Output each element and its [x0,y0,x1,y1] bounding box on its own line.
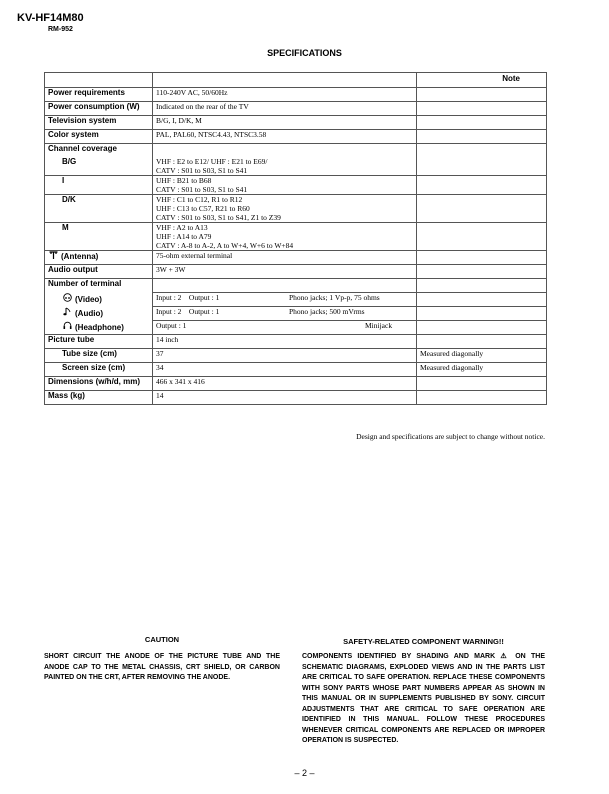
video-icon [62,293,72,304]
spec-value: 466 x 341 x 416 [153,377,417,391]
spec-value: 14 inch [153,335,417,349]
safety-warning-text: COMPONENTS IDENTIFIED BY SHADING AND MARK ⚠ ON THE SCHEMATIC DIAGRAMS, EXPLODED VIEWS AND IN THE PARTS LIST ARE CRITICAL TO SAFE OPERATION. REPLACE THESE COMPONENTS WITH SONY PARTS WHOSE PART NUMBERS APPEAR AS SHOWN IN THIS MANUAL OR IN SUPPLEMENTS PUBLISHED BY SONY. CIRCUIT ADJUSTMENTS THAT ARE CRITICAL TO SAFE OPERATION ARE IDENTIFIED IN THIS MANUAL. FOLLOW THESE PROCEDURES WHENEVER CRITICAL COMPONENTS ARE REPLACED OR IMPROPER OPERATION IS SUSPECTED. [302,653,545,744]
page-number: – 2 – [294,768,315,778]
table-row [45,377,547,391]
caution-text: SHORT CIRCUIT THE ANODE OF THE PICTURE TUBE AND THE ANODE CAP TO THE METAL CHASSIS, CRT SHIELD, OR CARBON PAINTED ON THE CRT, AFTER REMOVING THE ANODE. [44,653,280,681]
table-row [45,279,547,293]
table-row [45,335,547,349]
spec-label [45,307,153,321]
jack-spec: Minijack [365,321,393,330]
output-count: Output : 1 [188,307,220,316]
table-row [45,265,547,279]
spec-label: Dimensions (w/h/d, mm) [45,377,153,391]
spec-value [153,321,417,335]
table-row [45,251,547,265]
spec-value-line: CATV : S01 to S03, S1 to S41 [156,166,248,175]
headphone-icon [62,321,72,332]
spec-value-line: UHF : C13 to C57, R21 to R60 [156,204,250,213]
table-row [45,176,547,195]
audio-icon [62,307,72,318]
spec-label: Color system [45,130,153,144]
spec-value [153,195,417,223]
spec-value: 75-ohm external terminal [153,251,417,265]
spec-value: 37 [153,349,417,363]
table-row [45,88,547,102]
headphone-label: (Headphone) [75,322,124,332]
spec-label: D/K [45,195,153,223]
audio-label: (Audio) [75,308,103,318]
disclaimer: Design and specifications are subject to change without notice. [356,432,545,441]
spec-label [45,251,153,265]
caution-heading: CAUTION [144,635,180,644]
spec-value-line: CATV : A-8 to A-2, A to W+4, W+6 to W+84 [156,241,294,250]
spec-value-line: VHF : C1 to C12, R1 to R12 [156,195,243,204]
spec-value-line: CATV : S01 to S03, S1 to S41 [156,185,248,194]
spec-value [153,307,417,321]
spec-note: Measured diagonally [417,363,547,377]
video-label: (Video) [75,294,102,304]
output-count: Output : 1 [156,321,187,330]
spec-label: M [45,223,153,251]
input-count: Input : 2 [156,293,182,302]
spec-value-line: UHF : B21 to B68 [156,176,212,185]
table-row [45,321,547,335]
spec-value-line: VHF : E2 to E12/ UHF : E21 to E69/ [156,157,268,166]
table-row [45,116,547,130]
output-count: Output : 1 [188,293,220,302]
input-count: Input : 2 [156,307,182,316]
page-title: SPECIFICATIONS [267,48,342,58]
spec-value [153,157,417,176]
note-column-header: Note [417,73,547,88]
spec-value: B/G, I, D/K, M [153,116,417,130]
specifications-table [44,72,547,405]
table-row [45,293,547,307]
spec-label: Mass (kg) [45,391,153,405]
spec-label: I [45,176,153,195]
spec-value [153,176,417,195]
table-row [45,144,547,158]
spec-label: Picture tube [45,335,153,349]
jack-spec: Phono jacks; 1 Vp-p, 75 ohms [289,293,380,302]
spec-label: Audio output [45,265,153,279]
spec-label [45,293,153,307]
table-row [45,130,547,144]
spec-value [153,293,417,307]
spec-value: PAL, PAL60, NTSC4.43, NTSC3.58 [153,130,417,144]
table-row [45,391,547,405]
table-row [45,223,547,251]
spec-label: Tube size (cm) [45,349,153,363]
spec-value-line: UHF : A14 to A79 [156,232,212,241]
safety-warning-heading: SAFETY-RELATED COMPONENT WARNING!! [343,637,504,646]
spec-value: 3W + 3W [153,265,417,279]
table-row [45,157,547,176]
table-row [45,349,547,363]
spec-label: B/G [45,157,153,176]
table-row [45,307,547,321]
table-row [45,195,547,223]
spec-value: 14 [153,391,417,405]
antenna-label: (Antenna) [61,252,99,261]
table-row [45,102,547,116]
spec-value-line: CATV : S01 to S03, S1 to S41, Z1 to Z39 [156,213,281,222]
spec-value: 34 [153,363,417,377]
spec-label: Power requirements [45,88,153,102]
jack-spec: Phono jacks; 500 mVrms [289,307,365,316]
spec-label: Screen size (cm) [45,363,153,377]
spec-note: Measured diagonally [417,349,547,363]
spec-label: Channel coverage [45,144,153,158]
spec-value [153,223,417,251]
spec-value-line: VHF : A2 to A13 [156,223,208,232]
spec-value: 110-240V AC, 50/60Hz [153,88,417,102]
spec-label: Power consumption (W) [45,102,153,116]
spec-label: Television system [45,116,153,130]
spec-value: Indicated on the rear of the TV [153,102,417,116]
remote-model: RM-952 [48,26,73,33]
table-header-row [45,73,547,88]
spec-label: Number of terminal [45,279,153,293]
model-number: KV-HF14M80 [17,12,84,24]
spec-label [45,321,153,335]
antenna-icon [48,251,58,261]
table-row [45,363,547,377]
